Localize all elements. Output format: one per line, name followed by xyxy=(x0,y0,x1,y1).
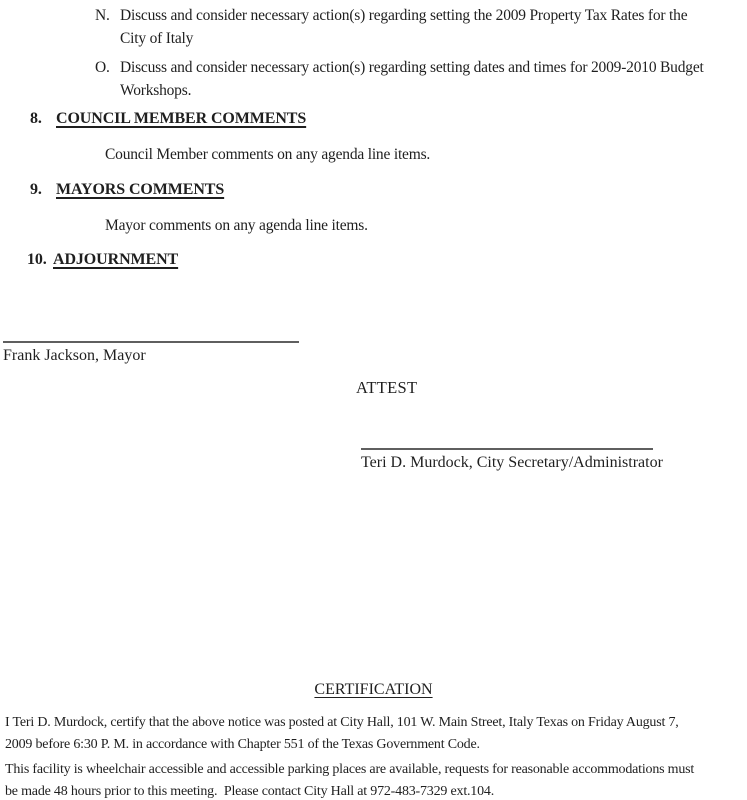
certification-paragraph-1 xyxy=(5,712,747,756)
section-number: 10. xyxy=(27,251,47,268)
section-heading-adjournment xyxy=(27,251,178,269)
agenda-item-o xyxy=(95,57,704,102)
agenda-item-text xyxy=(120,5,687,50)
agenda-item-marker: O. xyxy=(95,59,110,76)
secretary-signature-block xyxy=(361,448,663,473)
certification-line: be made 48 hours prior to this meeting. Please contact City Hall at 972-483-7329 ext.104. xyxy=(5,784,495,799)
agenda-item-marker: N. xyxy=(95,7,110,24)
agenda-item-text xyxy=(120,57,704,102)
secretary-signature-name: Teri D. Murdock, City Secretary/Administrator xyxy=(361,454,663,471)
section-title: MAYORS COMMENTS xyxy=(56,181,225,198)
certification-heading-text: CERTIFICATION xyxy=(314,681,433,698)
agenda-item-line: Discuss and consider necessary action(s) regarding setting dates and times for 2009-2010 Budget xyxy=(120,59,704,76)
section-number: 8. xyxy=(30,110,42,127)
certification-line: I Teri D. Murdock, certify that the above notice was posted at City Hall, 101 W. Main Street, Italy Texas on Friday August 7, xyxy=(5,715,679,730)
attest-label: ATTEST xyxy=(356,378,418,397)
section-heading-mayors-comments xyxy=(30,181,224,199)
section-body-mayors-comments: Mayor comments on any agenda line items. xyxy=(105,217,368,234)
mayor-signature-name: Frank Jackson, Mayor xyxy=(3,347,146,364)
section-heading-council-member-comments xyxy=(30,110,306,128)
certification-paragraph-2 xyxy=(5,759,747,800)
certification-line: This facility is wheelchair accessible and accessible parking places are available, requests for reasonable accommodations must xyxy=(5,762,695,777)
agenda-item-line: Workshops. xyxy=(120,81,192,99)
agenda-item-n xyxy=(95,5,687,50)
section-title: ADJOURNMENT xyxy=(53,251,179,268)
certification-heading xyxy=(0,681,747,699)
section-body-council-member-comments: Council Member comments on any agenda line items. xyxy=(105,146,431,163)
section-title: COUNCIL MEMBER COMMENTS xyxy=(56,110,307,127)
certification-line: 2009 before 6:30 P. M. in accordance with Chapter 551 of the Texas Government Code. xyxy=(5,737,480,752)
mayor-signature-block xyxy=(3,341,299,366)
agenda-item-line: Discuss and consider necessary action(s) regarding setting the 2009 Property Tax Rates for the xyxy=(120,7,688,24)
agenda-item-line: City of Italy xyxy=(120,29,194,47)
section-number: 9. xyxy=(30,181,42,198)
